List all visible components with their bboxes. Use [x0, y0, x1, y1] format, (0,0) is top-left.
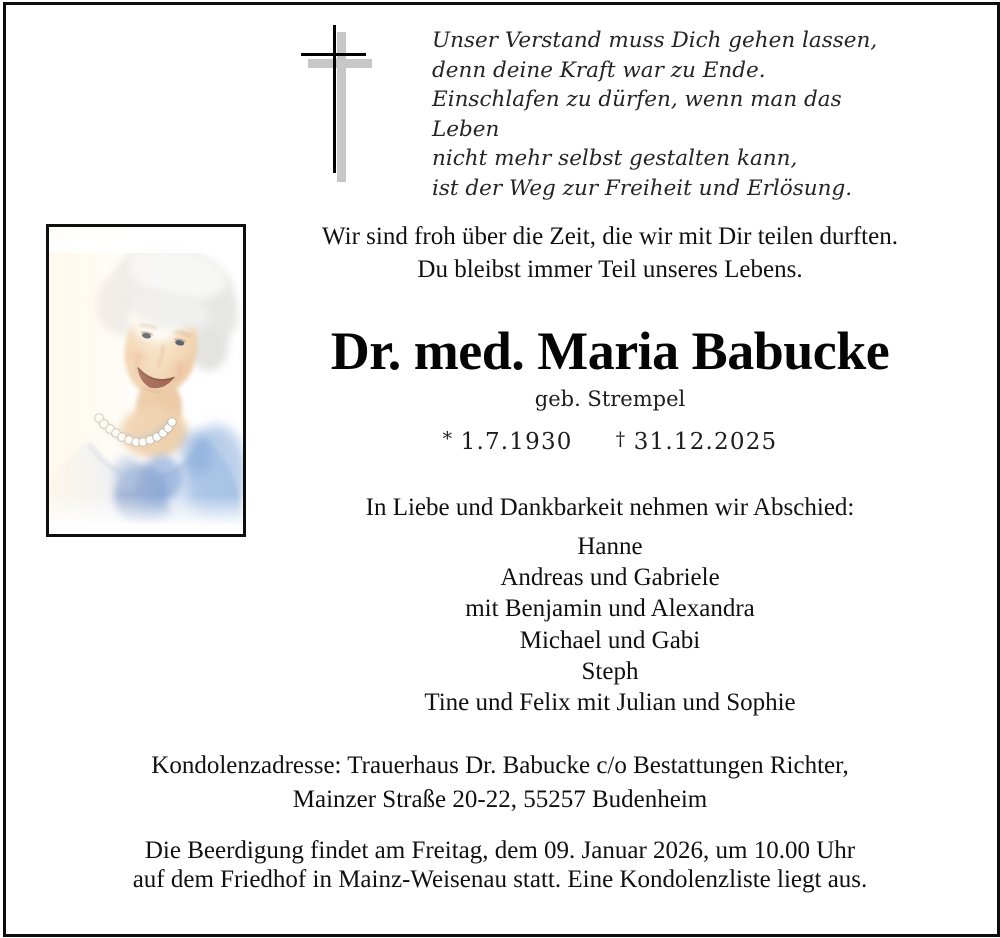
mourners-list	[250, 531, 970, 718]
tribute-line-2: Du bleibst immer Teil unseres Lebens.	[417, 256, 803, 283]
death-date: 31.12.2025	[633, 429, 778, 455]
life-dates	[250, 424, 970, 457]
poem-line: denn deine Kraft war zu Ende.	[432, 57, 766, 83]
mourner-line: mit Benjamin und Alexandra	[465, 595, 755, 623]
mourner-line: Tine und Felix mit Julian und Sophie	[424, 689, 796, 717]
deceased-name: Dr. med. Maria Babucke	[330, 321, 890, 381]
condolence-line-1: Kondolenzadresse: Trauerhaus Dr. Babucke c/o Bestattungen Richter,	[151, 752, 849, 779]
poem-line: nicht mehr selbst gestalten kann,	[432, 146, 798, 171]
portrait-photo-frame	[46, 224, 246, 537]
funeral-line-2: auf dem Friedhof in Mainz-Weisenau statt. Eine Kondolenzliste liegt aus.	[132, 866, 868, 894]
tribute-text	[250, 220, 970, 286]
memorial-poem	[432, 26, 912, 203]
birth-symbol: *	[442, 428, 453, 450]
farewell-line: In Liebe und Dankbarkeit nehmen wir Abschied:	[365, 494, 855, 521]
maiden-name: geb. Strempel	[534, 387, 686, 411]
condolence-line-2: Mainzer Straße 20-22, 55257 Budenheim	[292, 785, 708, 813]
tribute-line-1: Wir sind froh über die Zeit, die wir mit Dir teilen durften.	[322, 223, 898, 250]
funeral-line-1: Die Beerdigung findet am Freitag, dem 09. Januar 2026, um 10.00 Uhr	[144, 837, 856, 864]
mourner-line: Hanne	[577, 533, 643, 560]
birth-date: 1.7.1930	[460, 429, 573, 455]
cross-gray-horizontal-bar	[308, 59, 372, 68]
poem-line: ist der Weg zur Freiheit und Erlösung.	[432, 175, 853, 201]
memorial-cross-icon	[298, 22, 378, 187]
cross-black-vertical-bar	[333, 25, 336, 173]
funeral-info	[0, 836, 1000, 894]
mourner-line: Andreas und Gabriele	[500, 564, 720, 592]
cross-black-horizontal-bar	[301, 53, 366, 56]
portrait-photo	[49, 227, 243, 534]
poem-line: Einschlafen zu dürfen, wenn man das Leben	[432, 87, 842, 142]
poem-line: Unser Verstand muss Dich gehen lassen,	[432, 28, 878, 53]
mourner-line: Michael und Gabi	[519, 626, 701, 654]
mourner-line: Steph	[581, 657, 639, 685]
death-symbol: †	[615, 428, 626, 450]
condolence-address	[0, 749, 1000, 816]
